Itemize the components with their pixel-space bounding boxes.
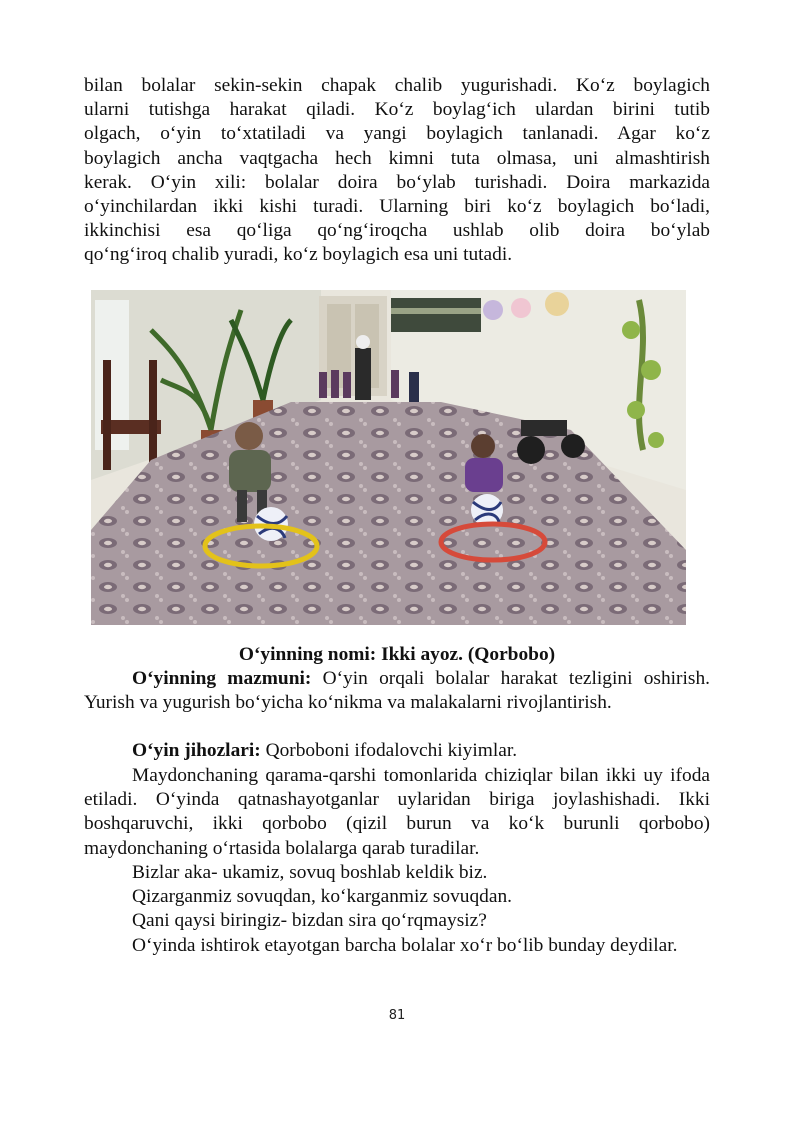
intro-line: boylagich ancha vaqtgacha hech kimni tuta olmasa, uni almashtirish <box>84 147 710 169</box>
intro-line: o‘yinchilardan ikki kishi turadi. Ularning biri ko‘z boylagich bo‘ladi, <box>84 196 710 218</box>
closing-paragraph: O‘yinda ishtirok etayotgan barcha bolalar xo‘r bo‘lib bunday deydilar. <box>132 935 678 956</box>
verse-line: Qizarganmiz sovuqdan, ko‘karganmiz sovuqdan. <box>132 886 513 907</box>
rules-paragraph: Maydonchaning qarama-qarshi tomonlarida chiziqlar bilan ikki uy ifoda etiladi. O‘yinda qatnashayotganlar uylaridan biriga joylashishadi. Ikki boshqaruvchi, ikki qorbobo (qizil burun va ko‘k burunli qorbobo) maydonchaning o‘rtasida bolalarga qarab turadilar. <box>84 765 710 859</box>
intro-line: ularni tutishga harakat qiladi. Ko‘z boylag‘ich ulardan birini tutib <box>84 99 710 121</box>
intro-paragraph <box>84 74 710 268</box>
intro-line: ikkinchisi esa qo‘liga qo‘ng‘iroqcha ushlab olib doira bo‘ylab <box>84 220 710 242</box>
intro-line: bilan bolalar sekin-sekin chapak chalib yugurishadi. Ko‘z boylagich <box>84 75 710 96</box>
page-number: 81 <box>388 1008 406 1023</box>
game-title: O‘yinning nomi: Ikki ayoz. (Qorbobo) <box>238 644 556 665</box>
equipment-paragraph <box>84 739 710 763</box>
content-text: O‘yin orqali bolalar harakat tezligini oshirish. Yurish va yugurish bo‘yicha ko‘nikma va malakalarni rivojlantirish. <box>84 668 710 714</box>
intro-line: qo‘ng‘iroq chalib yuradi, ko‘z boylagich esa uni tutadi. <box>84 244 513 266</box>
intro-line: kerak. O‘yin xili: bolalar doira bo‘ylab turishadi. Doira markazida <box>84 171 710 193</box>
classroom-photo <box>91 290 686 625</box>
verse-line: Qani qaysi biringiz- bizdan sira qo‘rqmaysiz? <box>132 910 487 931</box>
verse-line: Bizlar aka- ukamiz, sovuq boshlab keldik biz. <box>132 862 488 883</box>
equipment-text: Qorboboni ifodalovchi kiyimlar. <box>260 740 518 761</box>
content-paragraph <box>84 667 710 715</box>
intro-line: olgach, o‘yin to‘xtatiladi va yangi boylagich tanlanadi. Agar ko‘z <box>84 123 710 145</box>
content-label: O‘yinning mazmuni: <box>132 668 312 689</box>
equipment-label: O‘yin jihozlari: <box>132 740 261 761</box>
